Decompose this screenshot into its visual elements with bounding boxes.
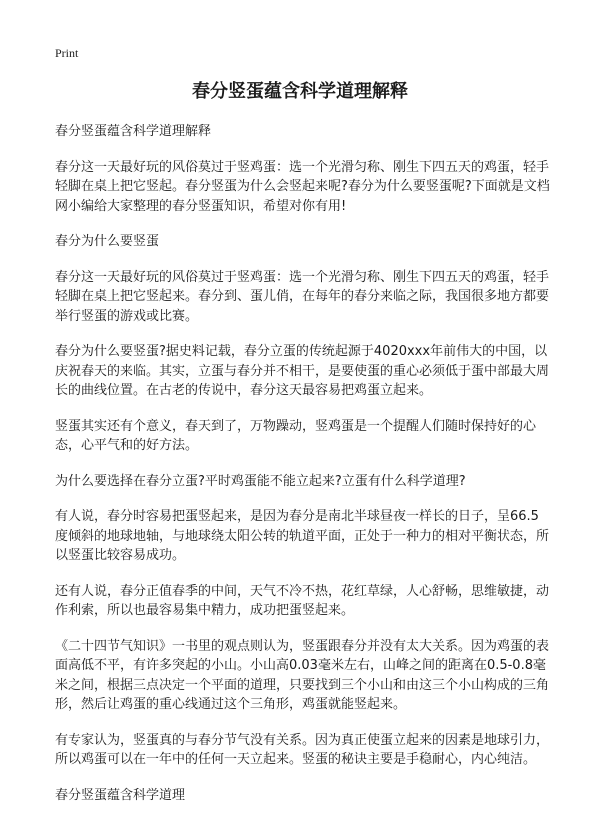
section-heading: 春分竖蛋蕴含科学道理 (55, 787, 186, 803)
paragraph: 《二十四节气知识》一书里的观点则认为，竖蛋跟春分并没有太大关系。因为鸡蛋的表面高低不平，有许多突起的小山。小山高0.03毫米左右，山峰之间的距离在0.5-0.8毫米之间，根据三点决定一个平面的道理，只要找到三个小山和由这三个小山构成的三角形，然后让鸡蛋的重心线通过这个三角形，鸡蛋就能竖起来。 (55, 638, 550, 712)
paragraph: 有人说，春分时容易把蛋竖起来，是因为春分是南北半球昼夜一样长的日子，呈66.5度倾斜的地球地轴，与地球绕太阳公转的轨道平面，正处于一种力的相对平衡状态，所以竖蛋比较容易成功。 (55, 509, 550, 563)
document-title: 春分竖蛋蕴含科学道理解释 (192, 81, 408, 102)
section-heading: 春分竖蛋蕴含科学道理解释 (55, 124, 212, 139)
paragraph: 春分为什么要竖蛋?据史料记载，春分立蛋的传统起源于4020xxx年前伟大的中国，以庆祝春天的来临。其实，立蛋与春分并不相干，是要使蛋的重心必须低于蛋中部最大周长的曲线位置。在古老的传说中，春分这天最容易把鸡蛋立起来。 (55, 344, 550, 398)
paragraph: 竖蛋其实还有个意义，春天到了，万物躁动，竖鸡蛋是一个提醒人们随时保持好的心态，心平气和的好方法。 (55, 418, 537, 453)
paragraph: 春分这一天最好玩的风俗莫过于竖鸡蛋：选一个光滑匀称、刚生下四五天的鸡蛋，轻手轻脚在桌上把它竖起。春分竖蛋为什么会竖起来呢?春分为什么要竖蛋呢?下面就是文档网小编给大家整理的春分竖蛋知识，希望对你有用! (55, 159, 550, 214)
paragraph: 春分这一天最好玩的风俗莫过于竖鸡蛋：选一个光滑匀称、刚生下四五天的鸡蛋，轻手轻脚在桌上把它竖起来。春分到、蛋儿俏，在每年的春分来临之际，我国很多地方都要举行竖蛋的游戏或比赛。 (55, 269, 550, 324)
article-body (55, 122, 550, 821)
print-link[interactable]: Print (55, 46, 79, 60)
paragraph: 还有人说，春分正值春季的中间，天气不冷不热，花红草绿，人心舒畅，思维敏捷，动作利索，所以也最容易集中精力，成功把蛋竖起来。 (55, 583, 550, 618)
section-heading: 春分为什么要竖蛋 (55, 234, 160, 249)
section-heading: 为什么要选择在春分立蛋?平时鸡蛋能不能立起来?立蛋有什么科学道理? (55, 473, 466, 489)
paragraph: 有专家认为，竖蛋真的与春分节气没有关系。因为真正使蛋立起来的因素是地球引力，所以鸡蛋可以在一年中的任何一天立起来。竖蛋的秘诀主要是手稳耐心，内心纯洁。 (55, 732, 550, 767)
